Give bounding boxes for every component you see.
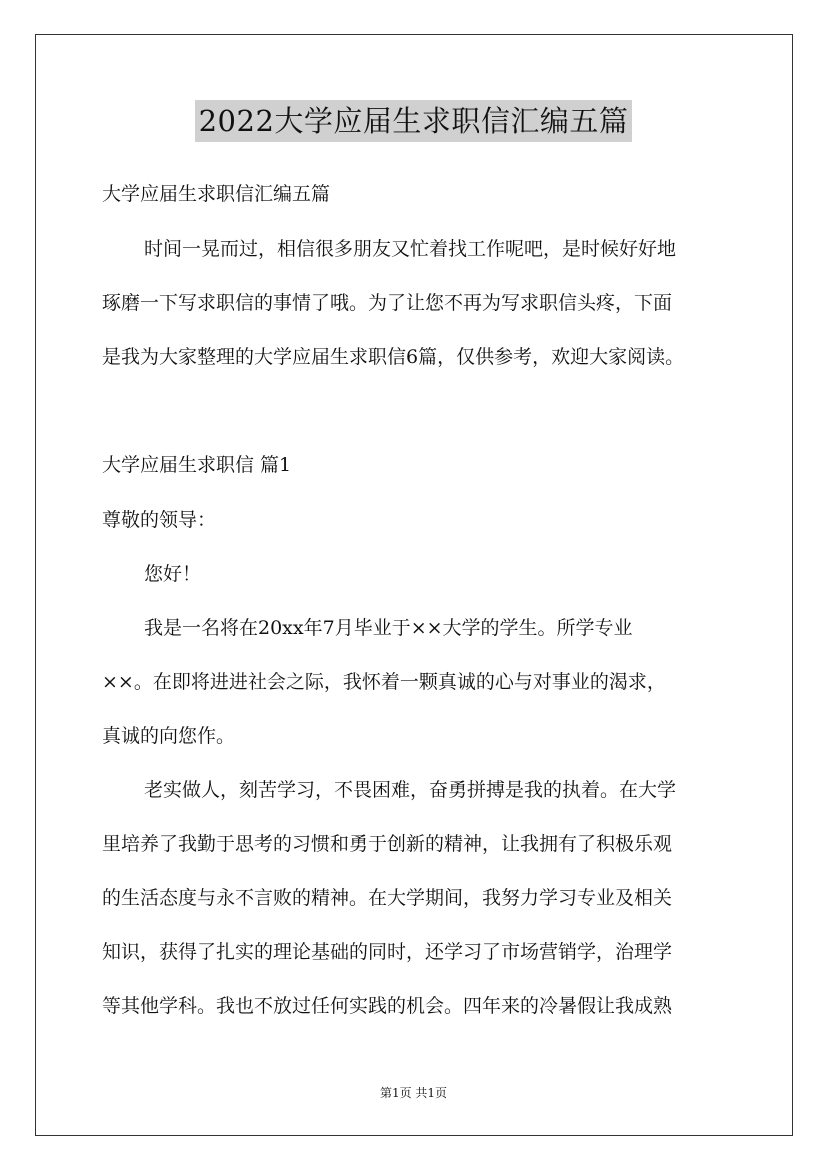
document-title: 2022大学应届生求职信汇编五篇 (195, 100, 633, 142)
section-heading: 大学应届生求职信 篇1 (102, 454, 292, 476)
paragraph-line: ××。在即将进进社会之际，我怀着一颗真诚的心与对事业的渴求， (102, 671, 666, 693)
paragraph-line: 时间一晃而过，相信很多朋友又忙着找工作呢吧，是时候好好地 (144, 238, 677, 260)
paragraph-line: 是我为大家整理的大学应届生求职信6篇，仅供参考，欢迎大家阅读。 (102, 346, 685, 368)
greeting: 您好！ (144, 563, 202, 585)
paragraph-line: 的生活态度与永不言败的精神。在大学期间，我努力学习专业及相关 (102, 887, 673, 909)
paragraph-line: 我是一名将在20xx年7月毕业于××大学的学生。所学专业 (144, 617, 633, 639)
paragraph-line: 琢磨一下写求职信的事情了哦。为了让您不再为写求职信头疼，下面 (102, 292, 673, 314)
subtitle: 大学应届生求职信汇编五篇 (102, 183, 331, 205)
paragraph-line: 老实做人，刻苦学习，不畏困难，奋勇拼搏是我的执着。在大学 (144, 779, 677, 801)
page-footer: 第1页 共1页 (379, 1086, 448, 1100)
salutation: 尊敬的领导： (102, 509, 217, 531)
paragraph-line: 真诚的向您作。 (102, 725, 236, 747)
paragraph-line: 等其他学科。我也不放过任何实践的机会。四年来的冷暑假让我成熟 (102, 995, 673, 1017)
paragraph-line: 知识，获得了扎实的理论基础的同时，还学习了市场营销学，治理学 (102, 941, 673, 963)
paragraph-line: 里培养了我勤于思考的习惯和勇于创新的精神，让我拥有了积极乐观 (102, 833, 673, 855)
